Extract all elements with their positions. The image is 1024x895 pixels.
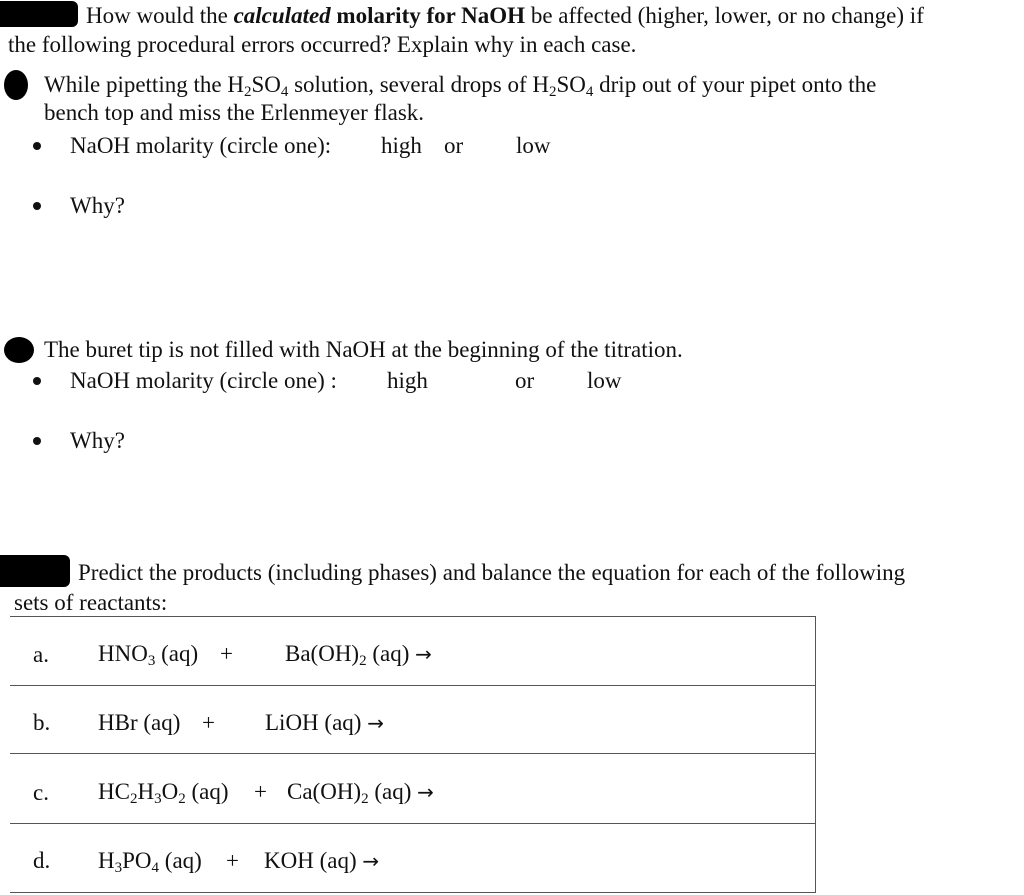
reaction-a-label: a. <box>33 642 49 667</box>
table-border-right <box>815 616 816 893</box>
reaction-c-r1-c: O <box>161 779 179 804</box>
redaction-dot-case2 <box>4 337 34 363</box>
table-divider-bc <box>10 753 816 754</box>
reaction-c-r1-a: HC <box>98 779 130 804</box>
reaction-c-r1-phase: (aq) <box>185 779 229 804</box>
case1-sub1: 2 <box>243 84 252 100</box>
case2-option-high[interactable]: high <box>387 368 428 393</box>
reaction-a-r1-phase: (aq) <box>155 641 199 666</box>
table-divider-cd <box>10 823 816 824</box>
reaction-a-reactant2 <box>285 640 432 668</box>
reaction-arrow-icon: → <box>362 849 380 873</box>
case1-prompt: NaOH molarity (circle one): <box>70 133 332 158</box>
reaction-a-r2-sub: 2 <box>359 653 367 669</box>
case1-text-d: SO <box>556 72 586 97</box>
case1-line1 <box>44 71 876 99</box>
reaction-c-r2-text: Ca(OH) <box>287 779 362 804</box>
reaction-arrow-icon: → <box>415 642 432 666</box>
reaction-d-r1-s2: 4 <box>151 860 160 876</box>
bullet <box>33 377 41 385</box>
reaction-d-reactant1 <box>98 847 202 875</box>
case1-why: Why? <box>70 193 125 218</box>
case1-sub3: 2 <box>548 84 557 100</box>
reaction-d-label: d. <box>33 848 51 873</box>
case1-sub4: 4 <box>585 84 594 100</box>
case1-option-high[interactable]: high <box>381 133 422 158</box>
reaction-c-reactant2 <box>287 778 434 806</box>
case1-sub2: 4 <box>280 84 289 100</box>
case2-prompt: NaOH molarity (circle one) : <box>70 368 337 393</box>
q1-intro-molarity: molarity for NaOH <box>330 3 526 28</box>
table-border-bottom <box>10 892 816 893</box>
reaction-a-r2-phase: (aq) <box>366 641 410 666</box>
reaction-a-r2-text: Ba(OH) <box>285 641 360 666</box>
reaction-d-reactant2 <box>264 847 379 875</box>
reaction-c-r1-s1: 2 <box>129 791 138 807</box>
case1-text-a: While pipetting the H <box>44 72 244 97</box>
reaction-d-r2-text: KOH (aq) <box>264 848 357 873</box>
case1-option-or: or <box>444 133 464 158</box>
reaction-d-r1-s1: 3 <box>114 860 123 876</box>
case1-line2: bench top and miss the Erlenmeyer flask. <box>44 100 425 125</box>
case1-option-low[interactable]: low <box>516 133 551 158</box>
reaction-c-r1-s3: 2 <box>178 791 186 807</box>
case2-option-or: or <box>515 368 535 393</box>
question2-line1: Predict the products (including phases) and balance the equation for each of the following <box>78 560 906 585</box>
case1-text-c: solution, several drops of H <box>288 72 549 97</box>
reaction-c-plus: + <box>254 779 267 804</box>
reaction-a-r1-text: HNO <box>98 641 148 666</box>
reaction-b-reactant1: HBr (aq) <box>98 710 181 735</box>
bullet <box>33 142 41 150</box>
bullet <box>33 202 41 210</box>
question1-line2: the following procedural errors occurred? Explain why in each case. <box>8 32 637 57</box>
reaction-d-plus: + <box>226 848 239 873</box>
reaction-c-label: c. <box>33 780 49 805</box>
case2-why: Why? <box>70 428 125 453</box>
case1-text-b: SO <box>251 72 281 97</box>
table-border-top <box>10 616 816 617</box>
question2-line2: sets of reactants: <box>14 590 168 615</box>
q1-intro-calculated: calculated <box>233 3 331 28</box>
reaction-d-r1-a: H <box>98 848 115 873</box>
question1-line1 <box>86 2 924 30</box>
q1-intro-c: be affected (higher, lower, or no change) if <box>525 3 924 28</box>
reaction-b-reactant2 <box>265 709 384 737</box>
reaction-b-plus: + <box>202 710 215 735</box>
reaction-c-r1-s2: 3 <box>154 791 162 807</box>
table-divider-ab <box>10 685 816 686</box>
reaction-d-r1-b: PO <box>122 848 152 873</box>
reaction-a-r1-sub: 3 <box>147 653 156 669</box>
q1-intro-a: How would the <box>86 3 234 28</box>
redaction-dot-case1 <box>4 70 28 100</box>
bullet <box>33 437 41 445</box>
reaction-c-r1-b: H <box>137 779 155 804</box>
case2-line1: The buret tip is not filled with NaOH at the beginning of the titration. <box>44 337 683 362</box>
case1-text-e: drip out of your pipet onto the <box>593 72 877 97</box>
reaction-c-r2-sub: 2 <box>361 791 369 807</box>
reaction-d-r1-phase: (aq) <box>159 848 202 873</box>
redaction-bar-q1 <box>0 1 78 27</box>
redaction-bar-q2 <box>0 555 70 587</box>
reaction-b-label: b. <box>33 710 51 735</box>
reaction-c-reactant1 <box>98 778 228 806</box>
reaction-b-r2-text: LiOH (aq) <box>265 710 362 735</box>
reaction-a-reactant1 <box>98 640 198 668</box>
reaction-arrow-icon: → <box>367 711 384 735</box>
case2-option-low[interactable]: low <box>587 368 622 393</box>
reaction-arrow-icon: → <box>417 780 434 804</box>
reaction-a-plus: + <box>220 641 233 666</box>
reaction-c-r2-phase: (aq) <box>368 779 412 804</box>
